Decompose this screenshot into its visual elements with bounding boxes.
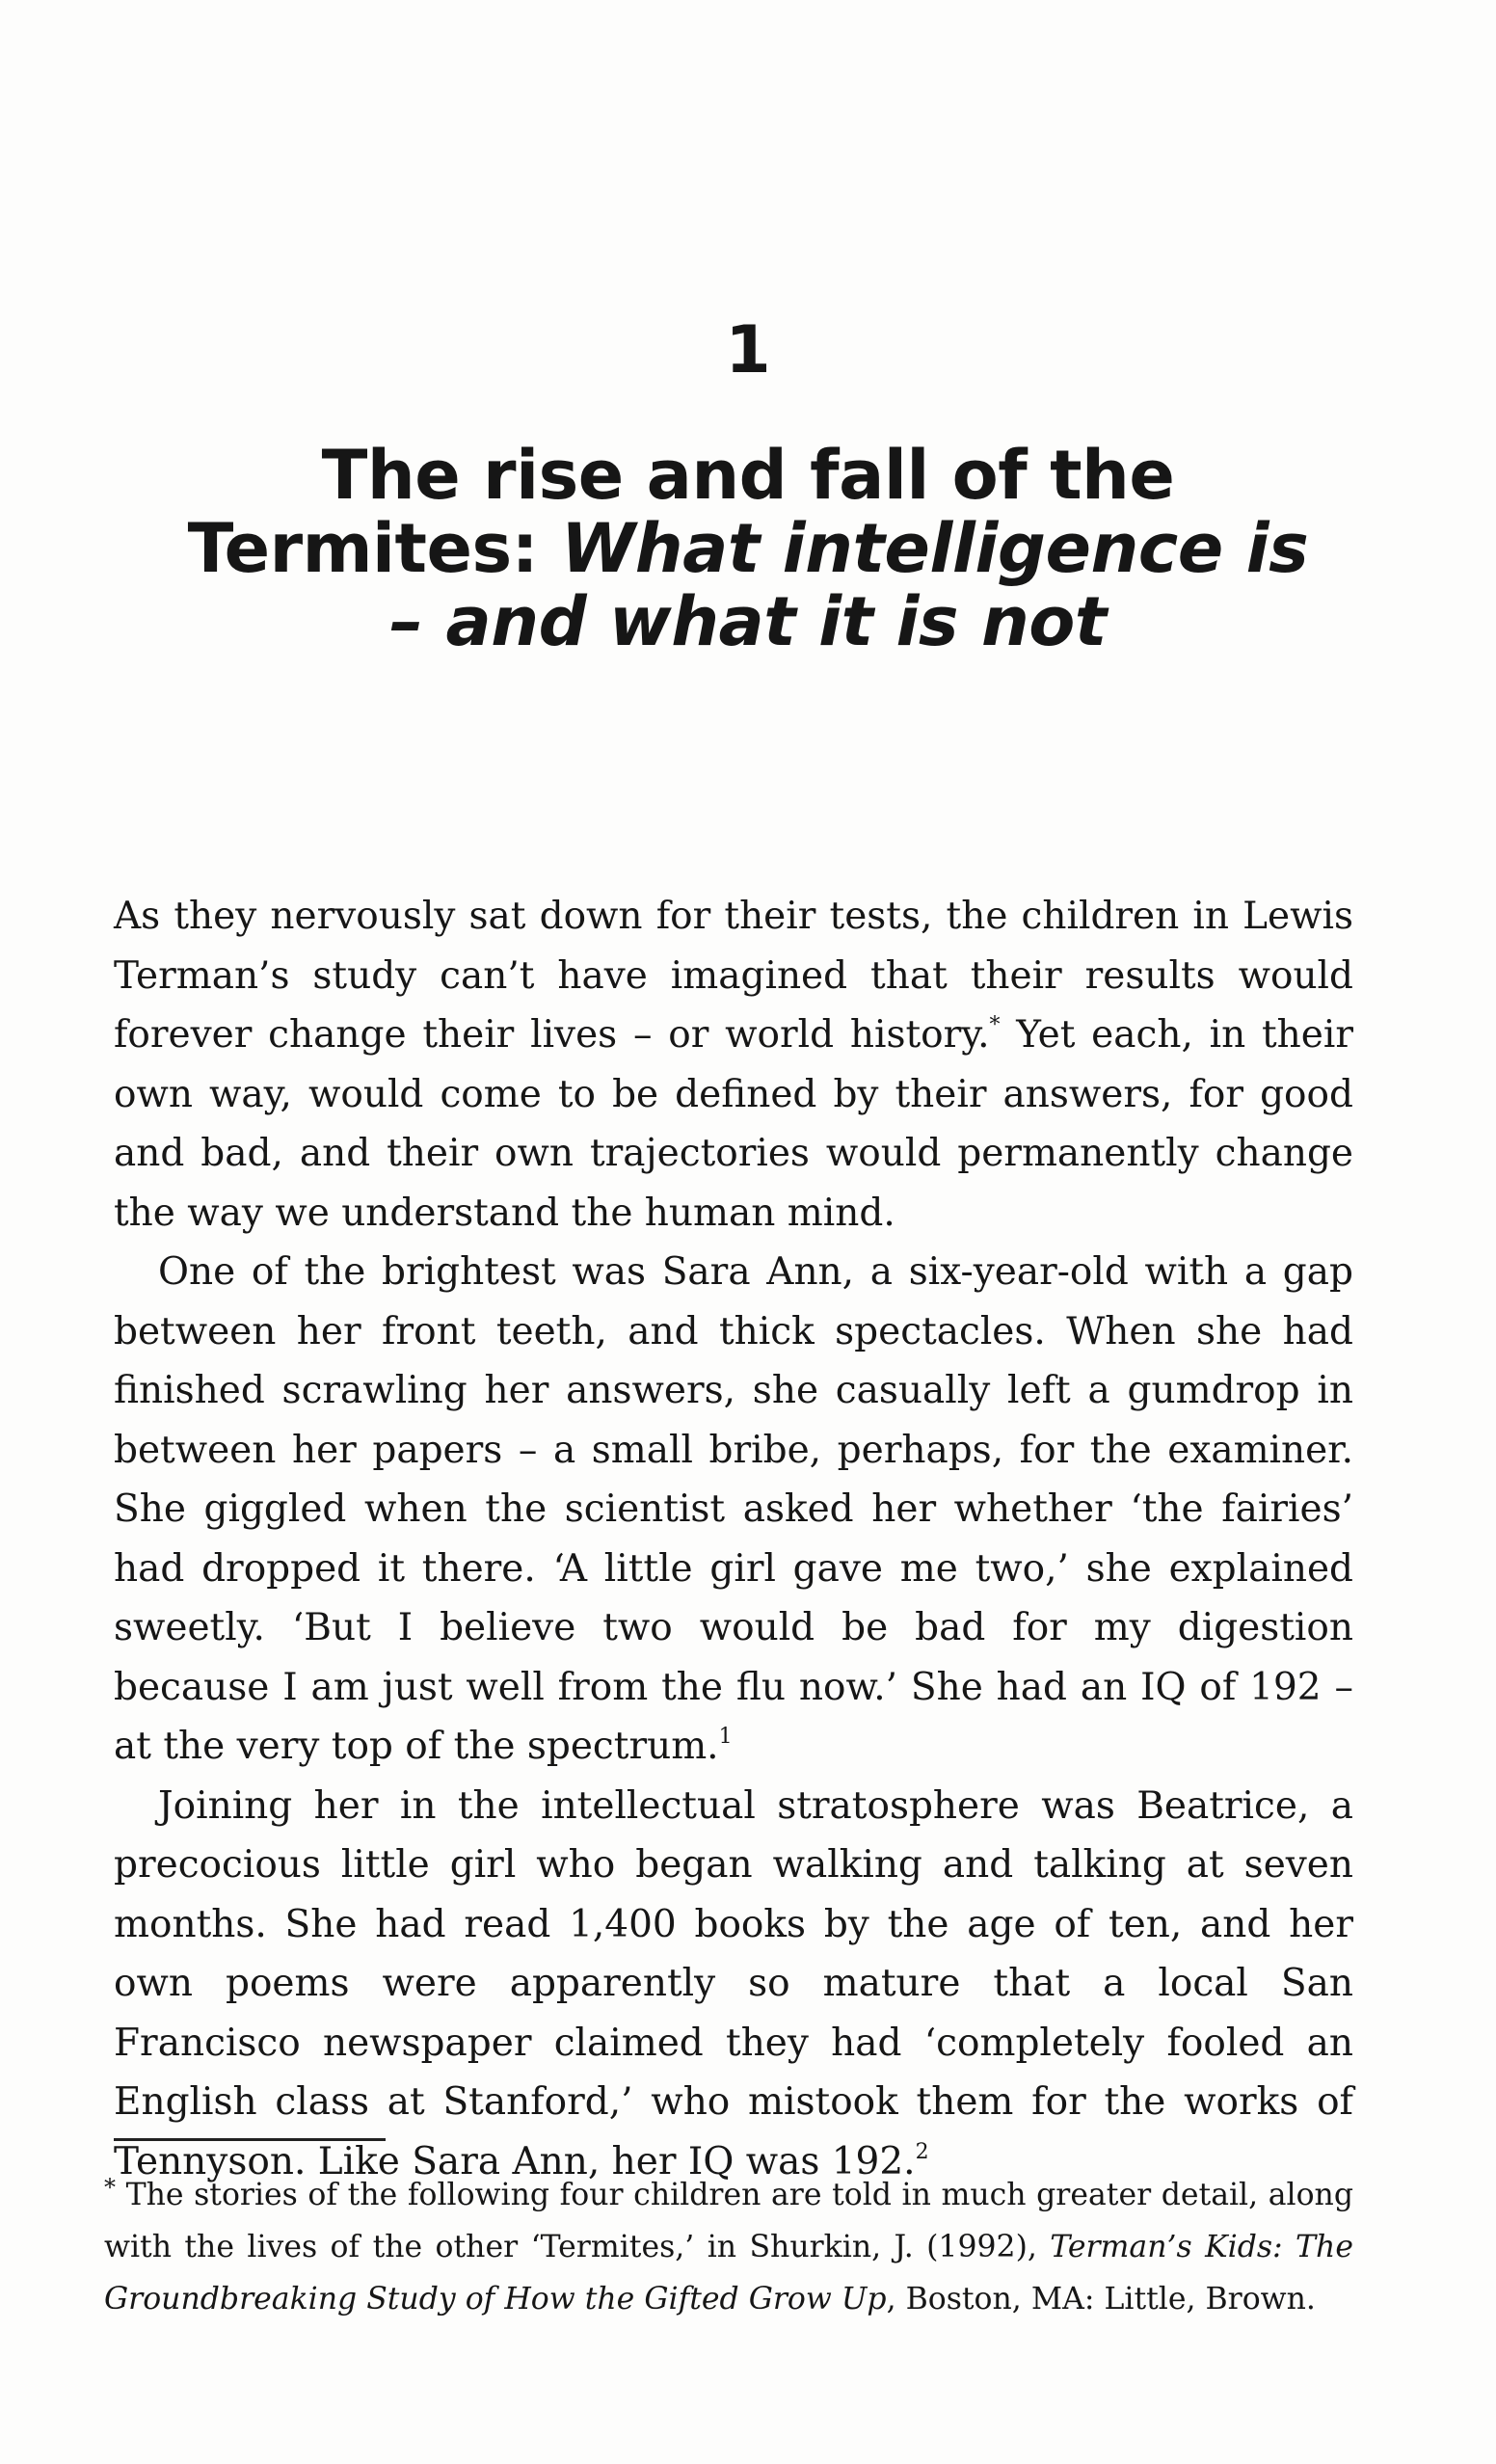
body-text [114, 887, 1353, 2191]
footnote-reference-asterisk: * [989, 1013, 1001, 1037]
chapter-title-main: The rise and fall of the Termites: [187, 436, 1175, 588]
paragraph-1-text-b: Yet each, in their own way, would come to be defined by their answers, for good and bad, and their own trajectories would permanently change the way we understand the human mind. [114, 1013, 1353, 1235]
paragraph-1-text-a: As they nervously sat down for their tests, the children in Lewis Terman’s study can’t have imagined that their results would forever change their lives – or world history. [114, 895, 1353, 1057]
chapter-number: 1 [725, 312, 771, 388]
footnote-divider [114, 2138, 386, 2141]
footnote-text-a: The stories of the following four children are told in much greater detail, along with the lives of the other ‘Termites,’ in Shurkin, J. (1992), [104, 2178, 1353, 2264]
paragraph-3-text: Joining her in the intellectual stratosphere was Beatrice, a precocious little girl who began walking and talking at seven months. She had read 1,400 books by the age of ten, and her own poems were apparently so mature that a local San Francisco newspaper claimed they had ‘completely fooled an English class at Stanford,’ who mistook them for the works of Tennyson. Like Sara Ann, her IQ was 192. [114, 1783, 1353, 2183]
paragraph-2-text: One of the brightest was Sara Ann, a six-year-old with a gap between her front teeth, and thick spectacles. When she had finished scrawling her answers, she casually left a gumdrop in between her papers – a small bribe, perhaps, for the examiner. She giggled when the scientist asked her whether ‘the fairies’ had dropped it there. ‘A little girl gave me two,’ she explained sweetly. ‘But I believe two would be bad for my digestion because I am just well from the flu now.’ She had an IQ of 192 – at the very top of the spectrum. [114, 1250, 1353, 1768]
endnote-reference-1: 1 [718, 1725, 733, 1749]
paragraph-3 [114, 1777, 1353, 2192]
footnote-text-b: , Boston, MA: Little, Brown. [886, 2282, 1316, 2317]
footnote-marker: * [104, 2174, 116, 2201]
endnote-reference-2: 2 [915, 2139, 929, 2164]
footnote-book-title: Terman’s Kids: The Groundbreaking Study of How the Gifted Grow Up [104, 2230, 1353, 2317]
chapter-title-italic: What intelligence is – and what it is not [389, 509, 1309, 661]
paragraph-1 [114, 887, 1353, 1243]
chapter-title [174, 436, 1322, 661]
paragraph-2 [114, 1243, 1353, 1777]
footnote [104, 2169, 1353, 2325]
